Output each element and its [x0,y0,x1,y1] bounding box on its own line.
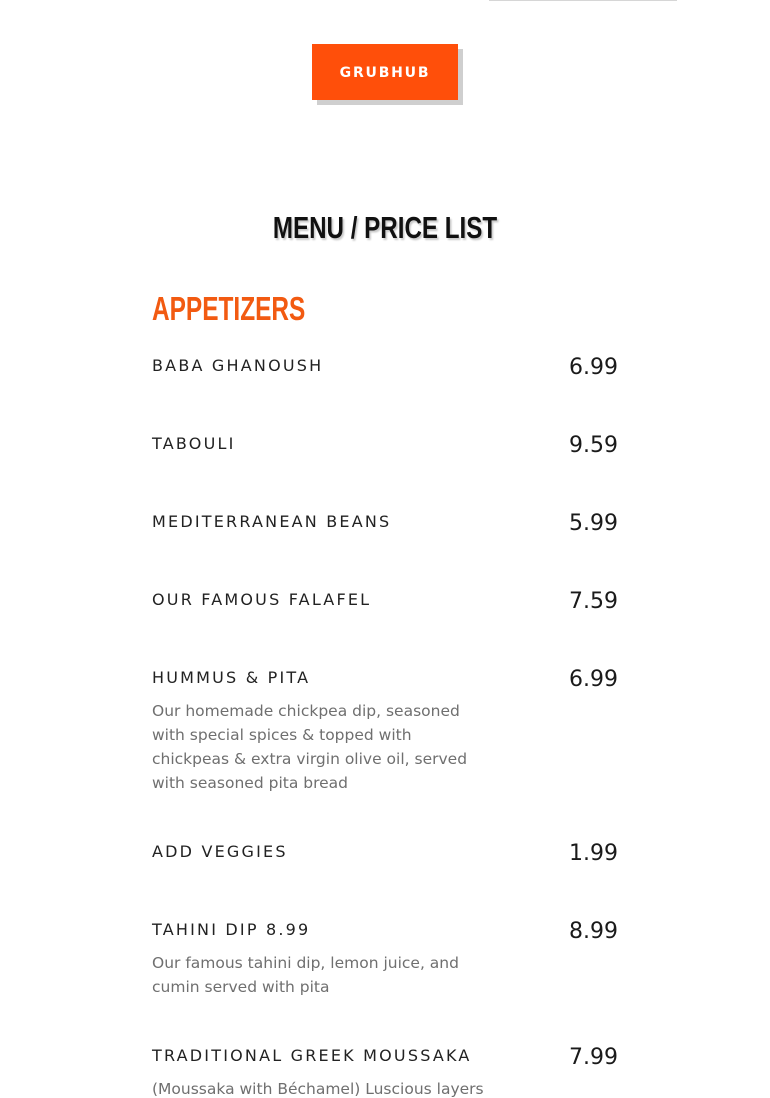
menu-item-description: Our homemade chickpea dip, seasoned with special spices & topped with chickpeas & extra virgin olive oil, served with seasoned pita bread [152,702,468,792]
menu-item-price: 9.59 [569,433,618,458]
menu-item-price: 7.99 [569,1045,618,1070]
menu-item-price: 6.99 [569,355,618,380]
menu-item-name: TABOULI [152,434,236,453]
grubhub-order-button[interactable]: GRUBHUB [312,44,458,100]
menu-item-name: HUMMUS & PITA [152,668,311,687]
menu-item-price: 8.99 [569,919,618,944]
menu-item-price: 1.99 [569,841,618,866]
menu-item-name: OUR FAMOUS FALAFEL [152,590,372,609]
menu-item-name: MEDITERRANEAN BEANS [152,512,392,531]
menu-item-name: TAHINI DIP 8.99 [152,920,311,939]
divider [489,0,677,1]
menu-item-description: (Moussaka with Béchamel) Luscious layers [152,1080,484,1098]
category-heading-appetizers: APPETIZERS [152,290,306,327]
menu-item-description: Our famous tahini dip, lemon juice, and cumin served with pita [152,954,459,996]
menu-item-price: 7.59 [569,589,618,614]
menu-item-name: BABA GHANOUSH [152,356,324,375]
menu-item-price: 5.99 [569,511,618,536]
menu-item-name: TRADITIONAL GREEK MOUSSAKA [152,1046,472,1065]
menu-item-price: 6.99 [569,667,618,692]
menu-item-name: ADD VEGGIES [152,842,288,861]
page-title: MENU / PRICE LIST [272,210,498,245]
